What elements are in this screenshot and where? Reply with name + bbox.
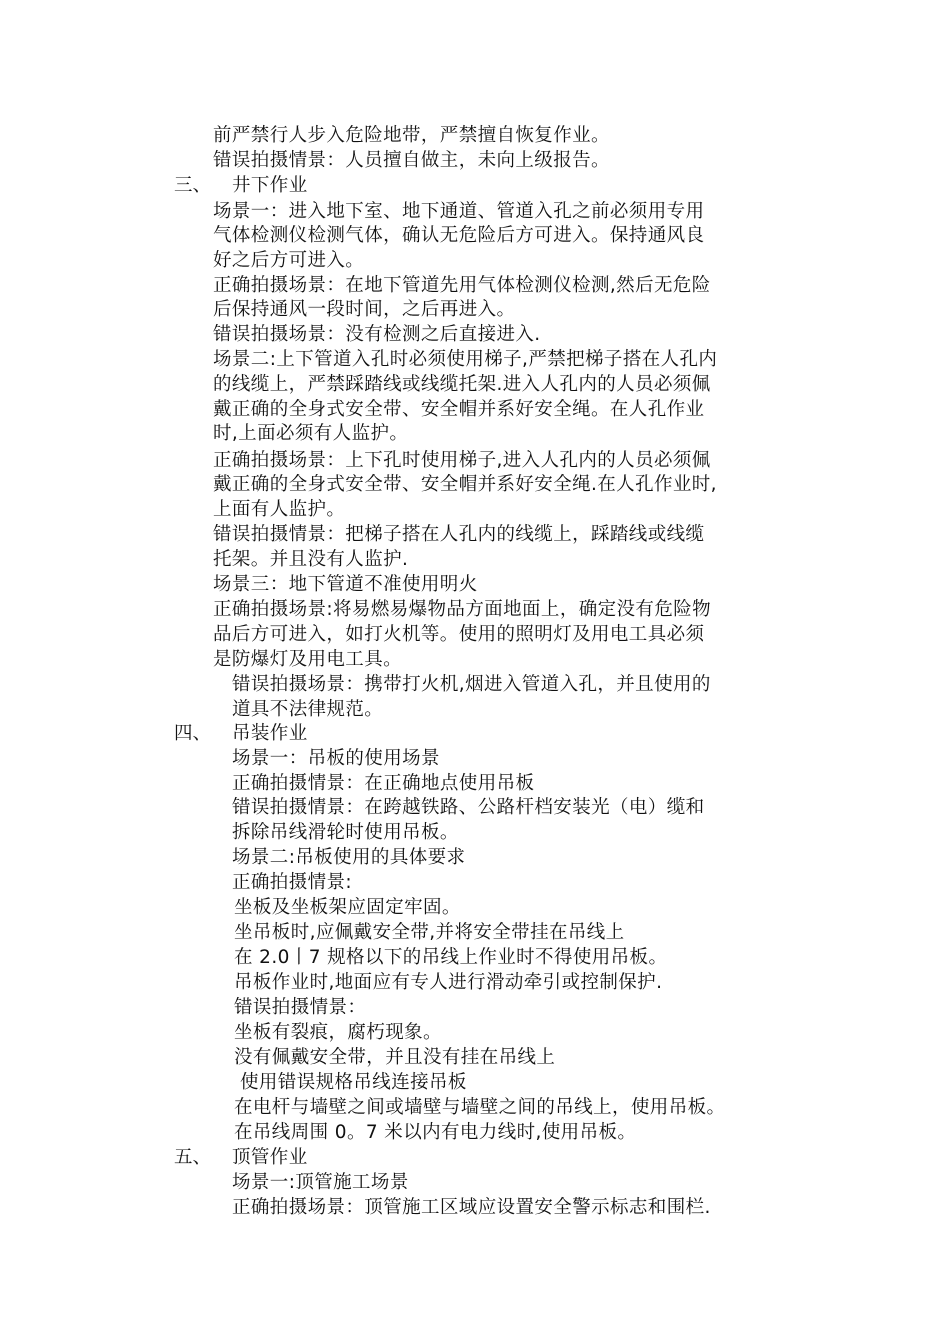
body-line: 场景一：吊板的使用场景	[232, 748, 440, 769]
body-line: 上面有人监护。	[213, 499, 346, 520]
body-line: 前严禁行人步入危险地带，严禁擅自恢复作业。	[213, 125, 610, 146]
body-line: 场景一:顶管施工场景	[232, 1172, 409, 1193]
body-line: 后保持通风一段时间，之后再进入。	[213, 299, 516, 320]
body-line: 戴正确的全身式安全带、安全帽并系好安全绳。在人孔作业	[213, 399, 705, 420]
body-line: 拆除吊线滑轮时使用吊板。	[232, 822, 459, 843]
section-number: 四、	[174, 723, 212, 744]
body-line: 正确拍摄场景：顶管施工区域应设置安全警示标志和围栏.	[232, 1197, 711, 1218]
body-line: 场景三：地下管道不准使用明火	[213, 574, 478, 595]
body-line: 错误拍摄情景：	[234, 997, 367, 1018]
body-line: 是防爆灯及用电工具。	[213, 649, 403, 670]
body-line: 吊板作业时,地面应有专人进行滑动牵引或控制保护.	[234, 972, 663, 993]
section-title: 吊装作业	[232, 723, 308, 744]
body-line: 好之后方可进入。	[213, 250, 365, 271]
body-line: 场景二:上下管道入孔时必须使用梯子,严禁把梯子搭在人孔内	[213, 349, 718, 370]
body-line: 错误拍摄场景：携带打火机,烟进入管道入孔，并且使用的	[232, 674, 711, 695]
section-number: 三、	[174, 175, 212, 196]
body-line: 气体检测仪检测气体，确认无危险后方可进入。保持通风良	[213, 225, 705, 246]
body-line: 场景二:吊板使用的具体要求	[232, 847, 466, 868]
body-line: 正确拍摄场景：上下孔时使用梯子,进入人孔内的人员必须佩	[213, 450, 711, 471]
body-line: 在 2.0丨7 规格以下的吊线上作业时不得使用吊板。	[234, 947, 668, 968]
body-line: 在电杆与墙壁之间或墙壁与墙壁之间的吊线上，使用吊板。	[234, 1097, 726, 1118]
body-line: 道具不法律规范。	[232, 699, 384, 720]
body-line: 正确拍摄场景:将易燃易爆物品方面地面上，确定没有危险物	[213, 599, 712, 620]
body-line: 正确拍摄情景:	[232, 872, 353, 893]
body-line: 在吊线周围 0。7 米以内有电力线时,使用吊板。	[234, 1122, 637, 1143]
body-line: 错误拍摄场景：没有检测之后直接进入.	[213, 324, 541, 345]
body-line: 品后方可进入，如打火机等。使用的照明灯及用电工具必须	[213, 624, 705, 645]
body-line: 戴正确的全身式安全带、安全帽并系好安全绳.在人孔作业时,	[213, 474, 717, 495]
body-line: 坐吊板时,应佩戴安全带,并将安全带挂在吊线上	[234, 922, 625, 943]
body-line: 使用错误规格吊线连接吊板	[240, 1072, 467, 1093]
section-title: 井下作业	[232, 175, 308, 196]
section-number: 五、	[174, 1147, 212, 1168]
body-line: 错误拍摄情景：人员擅自做主，未向上级报告。	[213, 150, 610, 171]
body-line: 正确拍摄场景：在地下管道先用气体检测仪检测,然后无危险	[213, 275, 711, 296]
body-line: 场景一：进入地下室、地下通道、管道入孔之前必须用专用	[213, 201, 705, 222]
body-line: 错误拍摄情景：把梯子搭在人孔内的线缆上，踩踏线或线缆	[213, 524, 705, 545]
body-line: 时,上面必须有人监护。	[213, 423, 409, 444]
body-line: 正确拍摄情景：在正确地点使用吊板	[232, 773, 535, 794]
body-line: 坐板及坐板架应固定牢固。	[234, 897, 461, 918]
body-line: 错误拍摄情景：在跨越铁路、公路杆档安装光（电）缆和	[232, 797, 705, 818]
body-line: 坐板有裂痕，腐朽现象。	[234, 1022, 442, 1043]
section-title: 顶管作业	[232, 1147, 308, 1168]
body-line: 没有佩戴安全带，并且没有挂在吊线上	[234, 1047, 556, 1068]
body-line: 的线缆上，严禁踩踏线或线缆托架.进入人孔内的人员必须佩	[213, 374, 711, 395]
body-line: 托架。并且没有人监护.	[213, 549, 409, 570]
